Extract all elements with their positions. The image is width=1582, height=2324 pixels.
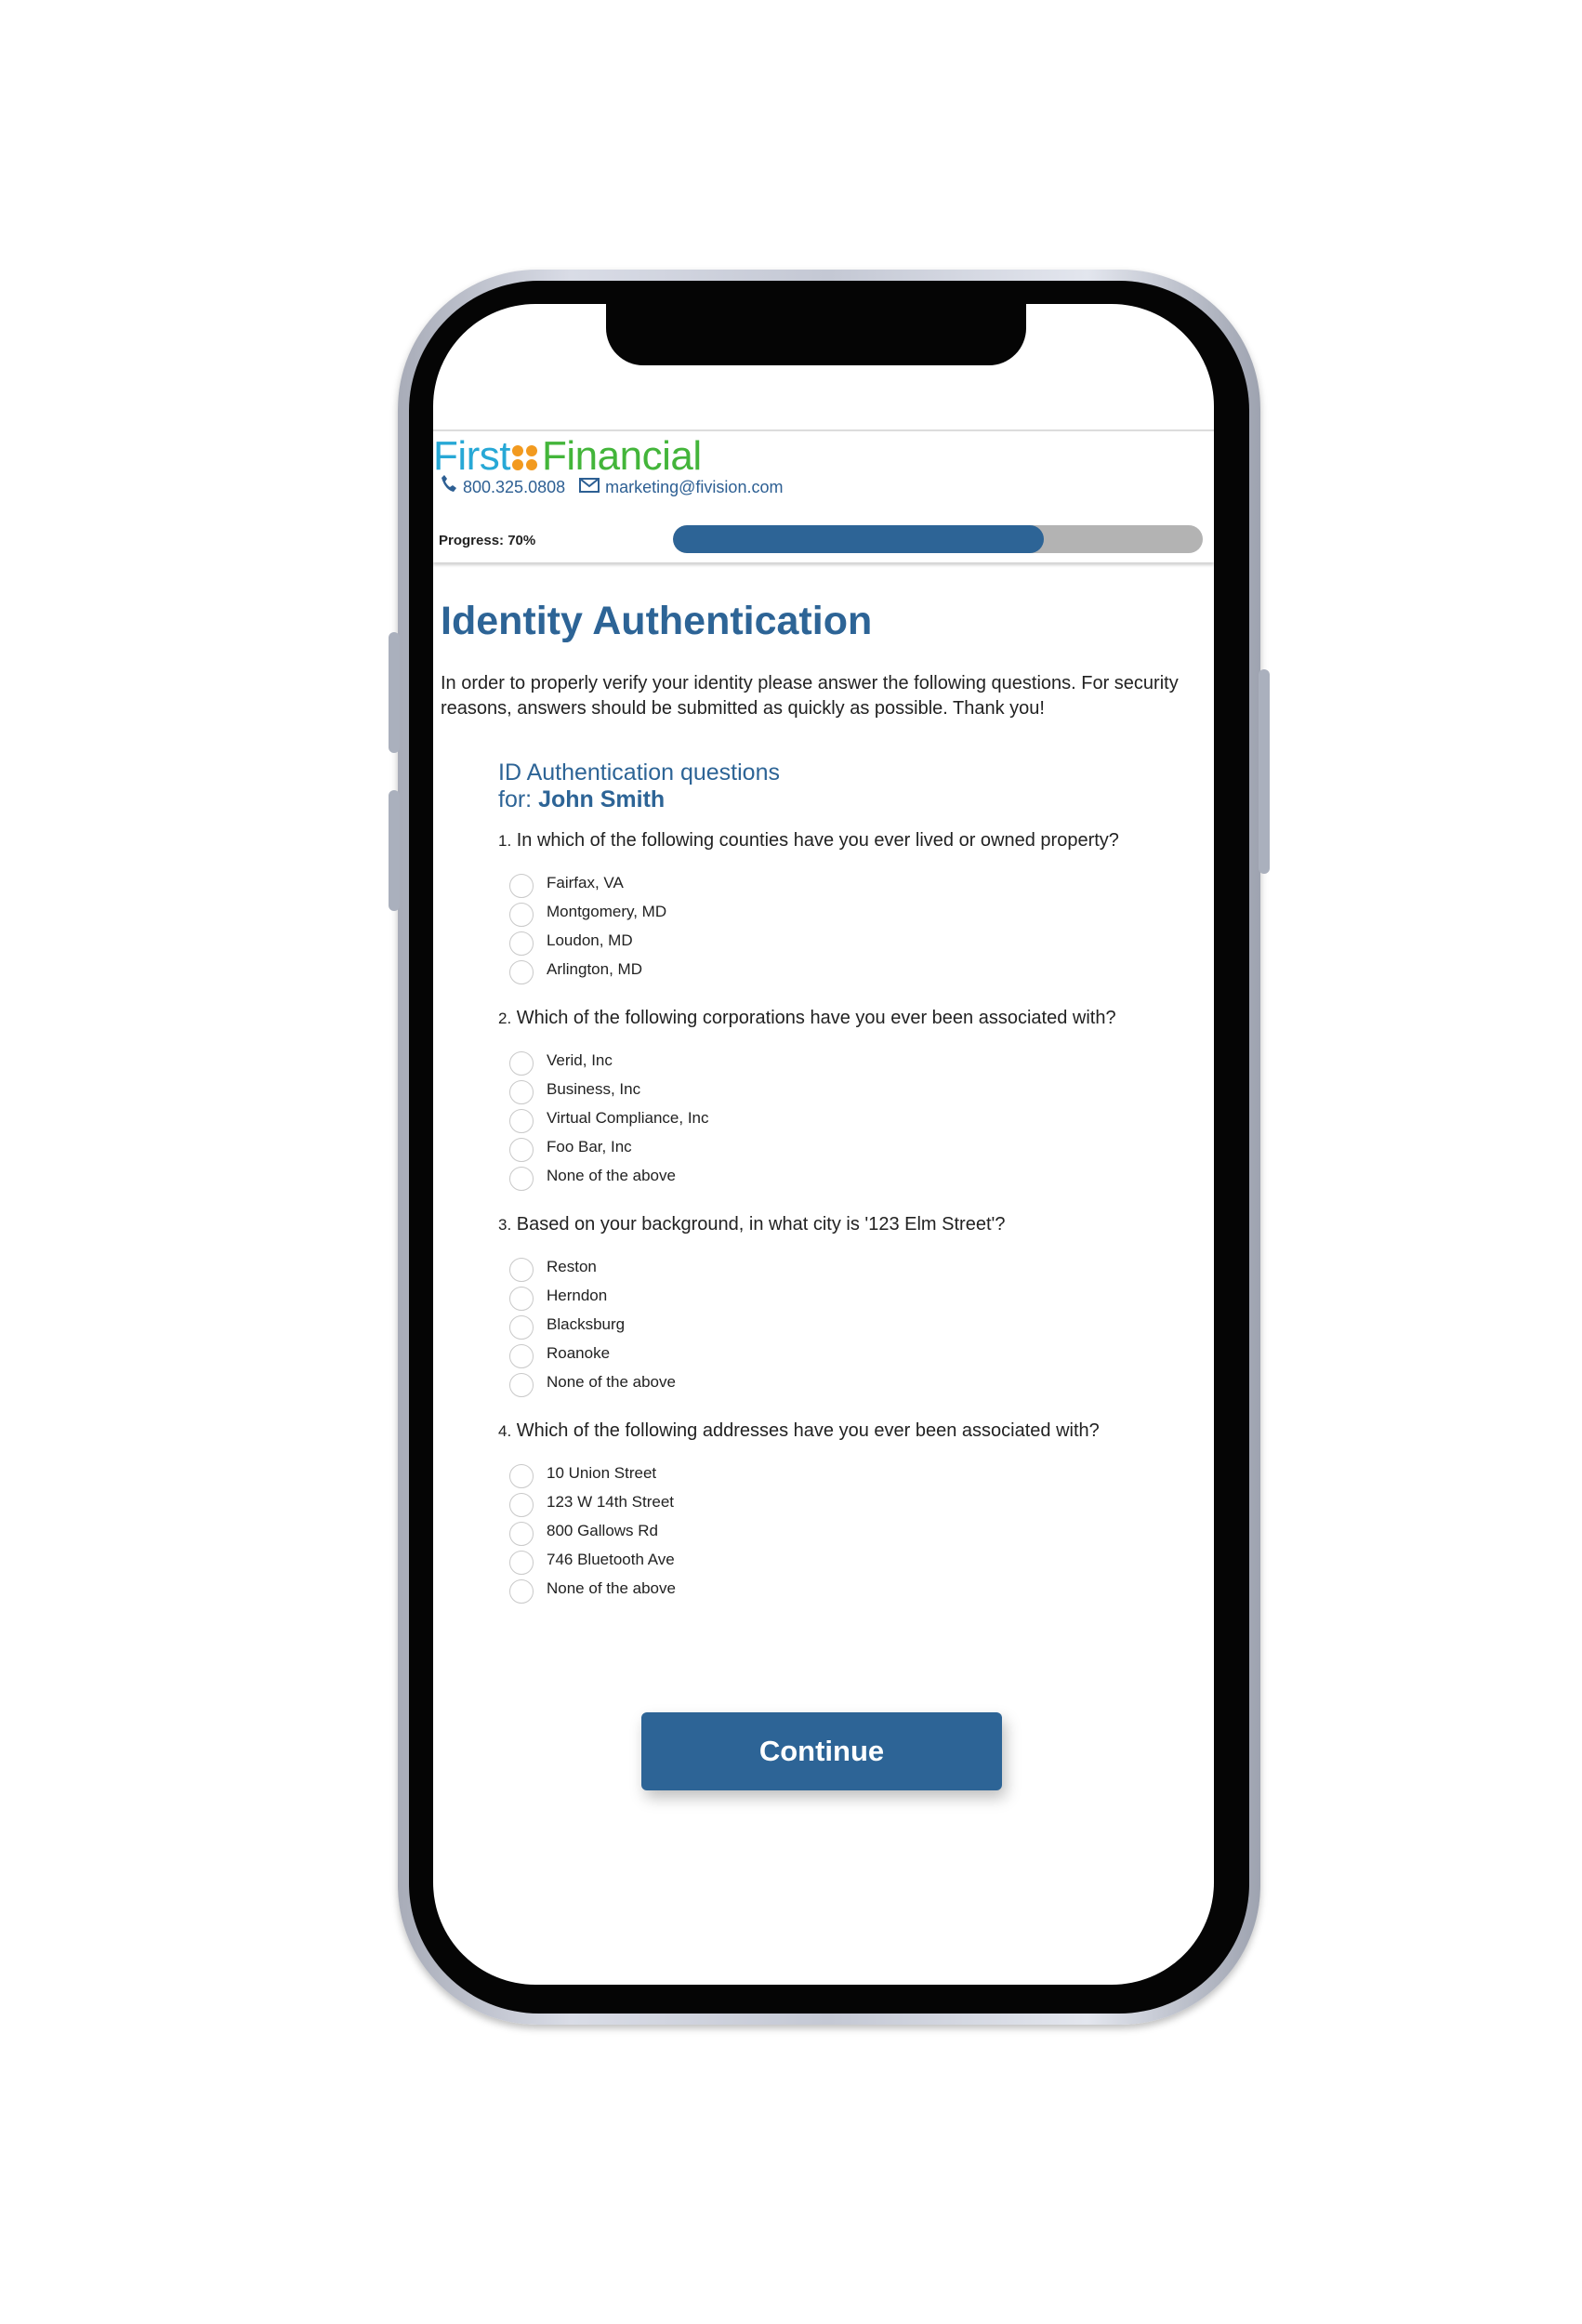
answer-option[interactable] [509,1132,1186,1161]
question-text [498,1008,1186,1029]
answer-option-label: Roanoke [547,1343,611,1362]
phone-side-button [389,632,400,753]
radio-button[interactable] [509,931,534,956]
answer-option[interactable] [509,1487,1186,1516]
answer-option[interactable] [509,1046,1186,1075]
radio-button[interactable] [509,1344,534,1368]
page-intro: In order to properly verify your identity please answer the following questions. For security reasons, answers should be submitted as quickly as possible. Thank you! [441,673,1179,719]
answer-options [509,1459,1186,1603]
answer-option-label: None of the above [547,1578,676,1597]
header-divider [433,429,1214,431]
answer-option[interactable] [509,1545,1186,1574]
answer-option[interactable] [509,1281,1186,1310]
phone-side-button [1259,669,1270,874]
radio-button[interactable] [509,1464,534,1488]
radio-button[interactable] [509,874,534,898]
person-name: John Smith [538,786,666,812]
answer-option-label: Business, Inc [547,1079,641,1098]
radio-button[interactable] [509,903,534,927]
question-label: Which of the following addresses have you ever been associated with? [516,1420,1100,1441]
radio-button[interactable] [509,1080,534,1104]
answer-option[interactable] [509,1310,1186,1339]
radio-button[interactable] [509,1109,534,1133]
answer-options [509,868,1186,984]
answer-option[interactable] [509,1574,1186,1603]
answer-option-label: Verid, Inc [547,1050,613,1069]
logo-dots-icon [512,443,540,471]
answer-option[interactable] [509,1459,1186,1487]
radio-button[interactable] [509,1051,534,1076]
radio-button[interactable] [509,1579,534,1604]
answer-option-label: Reston [547,1257,597,1275]
page-title: Identity Authentication [441,599,873,643]
answer-option-label: Blacksburg [547,1314,626,1333]
question-number: 4. [498,1422,512,1440]
progress-track [673,525,1203,553]
questions-heading [498,759,1186,813]
question-text [498,1214,1186,1235]
answer-option[interactable] [509,1161,1186,1190]
answer-option-label: Virtual Compliance, Inc [547,1108,709,1127]
brand-name-second: Financial [542,433,702,479]
phone-notch [606,304,1026,365]
radio-button[interactable] [509,1138,534,1162]
radio-button[interactable] [509,960,534,984]
progress-label: Progress: 70% [439,533,536,548]
answer-option[interactable] [509,1103,1186,1132]
radio-button[interactable] [509,1167,534,1191]
progress-bar-container [433,499,1214,562]
answer-option-label: Loudon, MD [547,931,633,949]
radio-button[interactable] [509,1373,534,1397]
answer-option[interactable] [509,926,1186,955]
answer-option[interactable] [509,868,1186,897]
answer-option-label: Herndon [547,1286,608,1304]
radio-button[interactable] [509,1493,534,1517]
answer-option-label: Foo Bar, Inc [547,1137,632,1155]
radio-button[interactable] [509,1287,534,1311]
contact-phone[interactable]: 800.325.0808 [463,478,566,496]
answer-options [509,1252,1186,1396]
contact-bar [441,474,783,497]
question-number: 3. [498,1216,512,1234]
answer-option[interactable] [509,1252,1186,1281]
answer-option[interactable] [509,1367,1186,1396]
phone-screen [433,304,1214,1985]
radio-button[interactable] [509,1258,534,1282]
answer-option-label: None of the above [547,1166,676,1184]
progress-fill [673,525,1044,553]
envelope-icon [579,478,600,497]
answer-option-label: 800 Gallows Rd [547,1521,659,1539]
answer-option[interactable] [509,1075,1186,1103]
answer-option-label: 123 W 14th Street [547,1492,675,1511]
question-text [498,1420,1186,1442]
phone-side-button [389,790,400,911]
question-label: Based on your background, in what city is '123 Elm Street'? [516,1214,1006,1235]
answer-option-label: Fairfax, VA [547,873,624,891]
answer-option[interactable] [509,1516,1186,1545]
questions-title: ID Authentication questions [498,759,780,786]
answer-option-label: 10 Union Street [547,1463,657,1482]
radio-button[interactable] [509,1522,534,1546]
phone-icon [441,474,457,497]
questions-for-label: for: [498,786,533,812]
question-list [498,830,1186,1603]
answer-option[interactable] [509,955,1186,984]
continue-button[interactable]: Continue [641,1712,1002,1790]
answer-option-label: Arlington, MD [547,959,642,978]
answer-option-label: Montgomery, MD [547,902,667,920]
questions-section [498,759,1186,1627]
question-number: 1. [498,832,512,850]
answer-option-label: 746 Bluetooth Ave [547,1550,675,1568]
brand-logo[interactable] [433,434,702,479]
answer-options [509,1046,1186,1190]
question-label: Which of the following corporations have you ever been associated with? [516,1008,1116,1028]
brand-name-first: First [433,433,511,479]
radio-button[interactable] [509,1551,534,1575]
answer-option-label: None of the above [547,1372,676,1391]
question-label: In which of the following counties have you ever lived or owned property? [516,830,1119,851]
question-number: 2. [498,1010,512,1027]
answer-option[interactable] [509,897,1186,926]
question-text [498,830,1186,852]
contact-email[interactable]: marketing@fivision.com [605,478,784,496]
answer-option[interactable] [509,1339,1186,1367]
radio-button[interactable] [509,1315,534,1340]
